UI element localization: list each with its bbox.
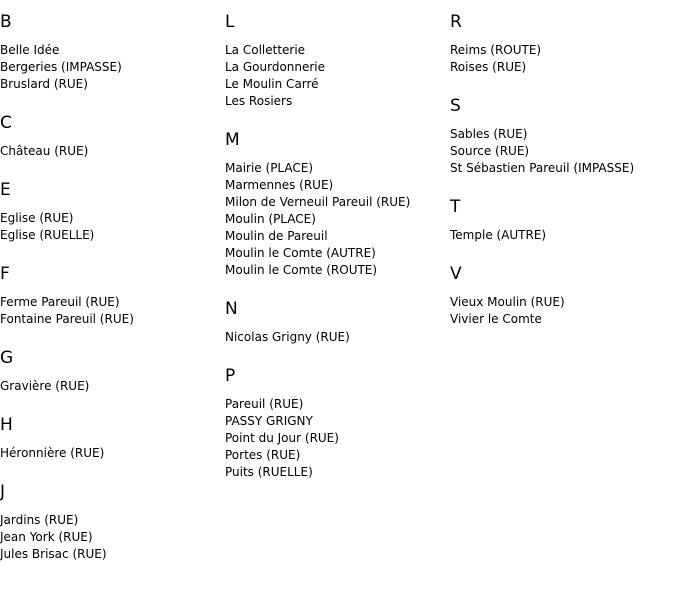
street-list [225, 160, 450, 279]
letter-group [225, 12, 450, 110]
street-link[interactable]: Point du Jour (RUE) [225, 431, 339, 445]
letter-heading: J [0, 482, 6, 502]
street-list [450, 227, 675, 244]
street-link[interactable]: Eglise (RUE) [0, 211, 74, 225]
street-link[interactable]: Belle Idée [0, 43, 60, 57]
street-list [0, 143, 225, 160]
letter-heading: V [450, 264, 462, 284]
street-link[interactable]: Nicolas Grigny (RUE) [225, 330, 350, 344]
letter-heading: L [225, 12, 235, 32]
street-list [450, 126, 675, 177]
letter-heading: M [225, 130, 240, 150]
letter-group [0, 113, 225, 160]
letter-group [0, 180, 225, 244]
street-list [225, 396, 450, 481]
letter-heading: P [225, 366, 236, 386]
street-link[interactable]: Source (RUE) [450, 144, 530, 158]
letter-group [0, 348, 225, 395]
street-link[interactable]: Jardins (RUE) [0, 513, 79, 527]
letter-heading: N [225, 299, 238, 319]
street-link[interactable]: Moulin le Comte (ROUTE) [225, 263, 378, 277]
street-list [0, 445, 225, 462]
street-link[interactable]: La Colletterie [225, 43, 306, 57]
street-link[interactable]: Ferme Pareuil (RUE) [0, 295, 120, 309]
street-list [225, 329, 450, 346]
street-link[interactable]: Gravière (RUE) [0, 379, 90, 393]
street-link[interactable]: Vieux Moulin (RUE) [450, 295, 565, 309]
street-column-2 [225, 0, 450, 481]
street-link[interactable]: Moulin le Comte (AUTRE) [225, 246, 376, 260]
street-link[interactable]: Temple (AUTRE) [450, 228, 547, 242]
street-link[interactable]: La Gourdonnerie [225, 60, 326, 74]
street-list [0, 512, 225, 563]
letter-heading: F [0, 264, 10, 284]
letter-heading: T [450, 197, 461, 217]
street-link[interactable]: Mairie (PLACE) [225, 161, 314, 175]
street-link[interactable]: Eglise (RUELLE) [0, 228, 95, 242]
letter-heading: H [0, 415, 13, 435]
letter-group [0, 12, 225, 93]
street-link[interactable]: Puits (RUELLE) [225, 465, 313, 479]
street-list [225, 42, 450, 110]
street-list [0, 42, 225, 93]
street-column-1 [0, 0, 225, 563]
street-list [450, 294, 675, 328]
letter-heading: E [0, 180, 11, 200]
letter-group [225, 366, 450, 481]
street-list [450, 42, 675, 76]
street-link[interactable]: Bruslard (RUE) [0, 77, 88, 91]
letter-heading: G [0, 348, 14, 368]
street-link[interactable]: Sables (RUE) [450, 127, 528, 141]
letter-group [0, 415, 225, 462]
letter-heading: S [450, 96, 461, 116]
street-column-3 [450, 0, 675, 328]
street-link[interactable]: Les Rosiers [225, 94, 293, 108]
street-link[interactable]: Portes (RUE) [225, 448, 301, 462]
letter-group [225, 130, 450, 279]
street-link[interactable]: Pareuil (RUE) [225, 397, 304, 411]
street-link[interactable]: Bergeries (IMPASSE) [0, 60, 122, 74]
street-link[interactable]: Vivier le Comte [450, 312, 542, 326]
street-list [0, 378, 225, 395]
street-link[interactable]: Moulin (PLACE) [225, 212, 316, 226]
letter-heading: R [450, 12, 462, 32]
street-link[interactable]: Roises (RUE) [450, 60, 527, 74]
street-link[interactable]: Fontaine Pareuil (RUE) [0, 312, 134, 326]
street-link[interactable]: Moulin de Pareuil [225, 229, 328, 243]
street-link[interactable]: Milon de Verneuil Pareuil (RUE) [225, 195, 411, 209]
letter-group [0, 482, 225, 563]
street-link[interactable]: Héronnière (RUE) [0, 446, 105, 460]
letter-group [450, 96, 675, 177]
letter-group [450, 12, 675, 76]
street-link[interactable]: Le Moulin Carré [225, 77, 319, 91]
street-link[interactable]: PASSY GRIGNY [225, 414, 313, 428]
street-link[interactable]: Reims (ROUTE) [450, 43, 542, 57]
street-list [0, 210, 225, 244]
letter-group [450, 197, 675, 244]
street-link[interactable]: St Sébastien Pareuil (IMPASSE) [450, 161, 635, 175]
letter-heading: C [0, 113, 12, 133]
letter-group [0, 264, 225, 328]
letter-heading: B [0, 12, 12, 32]
letter-group [450, 264, 675, 328]
street-link[interactable]: Jean York (RUE) [0, 530, 93, 544]
letter-group [225, 299, 450, 346]
street-list [0, 294, 225, 328]
street-link[interactable]: Jules Brisac (RUE) [0, 547, 107, 561]
street-link[interactable]: Château (RUE) [0, 144, 89, 158]
street-link[interactable]: Marmennes (RUE) [225, 178, 334, 192]
